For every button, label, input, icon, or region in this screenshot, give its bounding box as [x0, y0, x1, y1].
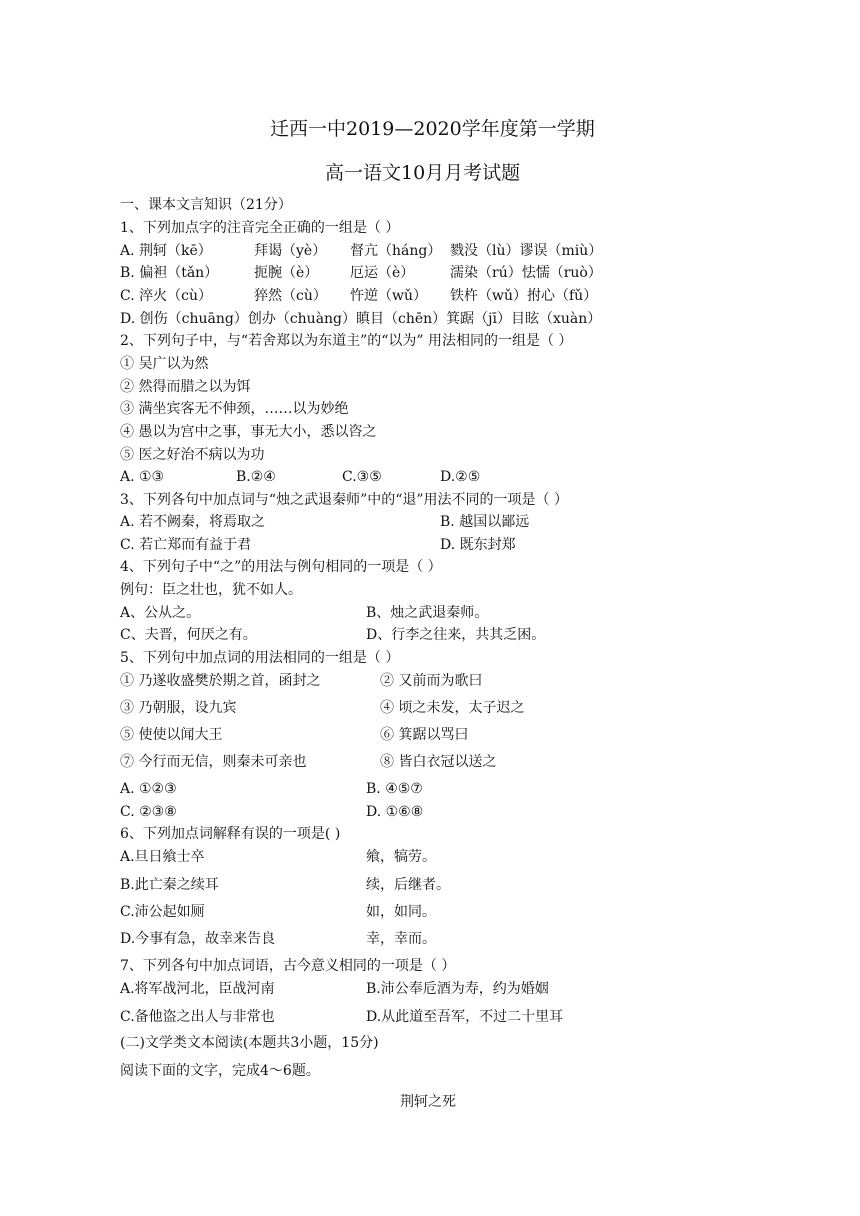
q1-option-d: D. 创伤（chuāng）创办（chuàng）瞋目（chēn）箕踞（jī）目眩（xuàn） [120, 311, 602, 327]
q3-option-c: C. 若亡郑而有益于君 [120, 537, 252, 553]
q5-option-b: B. ④⑤⑦ [366, 781, 423, 797]
q2-item-5: ⑤ 医之好治不病以为功 [120, 447, 265, 463]
q6-explanation-a: 飨，犒劳。 [366, 849, 436, 865]
q2-option-d: D.②⑤ [440, 469, 481, 485]
q5-item-2: ② 又前而为歌曰 [380, 673, 483, 689]
q5-item-8: ⑧ 皆白衣冠以送之 [380, 754, 497, 770]
q6-explanation-c: 如，如同。 [366, 904, 436, 920]
q4-option-d: D、行李之往来，共其乏困。 [366, 627, 546, 643]
section2-heading: (二)文学类文本阅读(本题共3小题，15分) [120, 1035, 379, 1051]
q3-stem: 3、下列各句中加点词与“烛之武退秦师”中的“退”用法不同的一项是（ ） [120, 492, 568, 508]
q5-stem: 5、下列句中加点词的用法相同的一组是（ ） [120, 650, 400, 666]
q5-option-a: A. ①②③ [120, 781, 177, 797]
q3-option-b: B. 越国以鄙远 [440, 514, 530, 530]
q6-option-b: B.此亡秦之续耳 [120, 877, 219, 893]
q5-item-3: ③ 乃朝服，设九宾 [120, 700, 237, 716]
q6-option-d: D.今事有急，故幸来告良 [120, 931, 276, 947]
q1-option-c-2: 猝然（cù） [254, 288, 327, 304]
q1-option-a-3: 督亢（háng） [350, 243, 442, 259]
q5-option-d: D. ①⑥⑧ [366, 804, 424, 820]
q4-stem: 4、下列句子中“之”的用法与例句相同的一项是（ ） [120, 559, 442, 575]
q7-option-c: C.备他盗之出人与非常也 [120, 1009, 275, 1025]
q4-option-a: A、公从之。 [120, 605, 201, 621]
q5-item-7: ⑦ 今行而无信，则秦未可亲也 [120, 754, 307, 770]
q7-stem: 7、下列各句中加点词语，古今意义相同的一项是（ ） [120, 958, 456, 974]
q5-item-1: ① 乃遂收盛樊於期之首，函封之 [120, 673, 321, 689]
q7-option-d: D.从此道至吾军，不过二十里耳 [366, 1009, 564, 1025]
q3-option-a: A. 若不阙秦，将焉取之 [120, 514, 266, 530]
q2-stem: 2、下列句子中，与“若舍郑以为东道主”的“以为” 用法相同的一组是（ ） [120, 333, 573, 349]
q2-option-c: C.③⑤ [342, 469, 382, 485]
q1-option-a-4: 戮没（lù）谬误（miù） [450, 243, 603, 259]
q2-item-4: ④ 愚以为宫中之事，事无大小，悉以咨之 [120, 424, 377, 440]
section1-heading: 一、课本文言知识（21分） [120, 197, 292, 213]
q5-item-5: ⑤ 使使以闻大王 [120, 727, 223, 743]
q7-option-b: B.沛公奉卮酒为寿，约为婚姻 [366, 981, 549, 997]
q6-stem: 6、下列加点词解释有误的一项是( ) [120, 826, 341, 842]
q1-option-c-3: 忤逆（wǔ） [350, 288, 427, 304]
q4-option-b: B、烛之武退秦师。 [366, 605, 489, 621]
q1-option-b-4: 濡染（rú）怯懦（ruò） [450, 265, 602, 281]
q6-explanation-b: 续，后继者。 [366, 877, 450, 893]
q1-option-b-2: 扼腕（è） [254, 265, 319, 281]
q2-option-a: A. ①③ [120, 469, 165, 485]
q1-stem: 1、下列加点字的注音完全正确的一组是（ ） [120, 220, 400, 236]
q5-option-c: C. ②③⑧ [120, 804, 177, 820]
q5-item-4: ④ 顷之未发，太子迟之 [380, 700, 525, 716]
q2-item-1: ① 吴广以为然 [120, 356, 209, 372]
q4-example: 例句：臣之壮也，犹不如人。 [120, 582, 302, 598]
exam-subtitle: 高一语文10月月考试题 [325, 162, 521, 184]
passage-title: 荆轲之死 [400, 1094, 456, 1110]
reading-instruction: 阅读下面的文字，完成4～6题。 [120, 1063, 320, 1079]
q5-item-6: ⑥ 箕踞以骂曰 [380, 727, 469, 743]
q2-item-2: ② 然得而腊之以为饵 [120, 379, 251, 395]
q6-option-a: A.旦日飨士卒 [120, 849, 205, 865]
q1-option-a-1: A. 荆轲（kē） [120, 243, 212, 259]
q1-option-a-2: 拜谒（yè） [254, 243, 327, 259]
q3-option-d: D. 既东封郑 [440, 537, 516, 553]
q2-item-3: ③ 满坐宾客无不伸颈，……以为妙绝 [120, 401, 349, 417]
exam-title: 迁西一中2019—2020学年度第一学期 [270, 118, 595, 140]
q4-option-c: C、夫晋，何厌之有。 [120, 627, 257, 643]
q1-option-b-1: B. 偏袒（tǎn） [120, 265, 219, 281]
q2-option-b: B.②④ [236, 469, 276, 485]
q1-option-c-1: C. 淬火（cù） [120, 288, 212, 304]
q6-option-c: C.沛公起如厕 [120, 904, 205, 920]
q6-explanation-d: 幸，幸而。 [366, 931, 436, 947]
q1-option-c-4: 铁杵（wǔ）拊心（fǔ） [450, 288, 598, 304]
q1-option-b-3: 厄运（è） [350, 265, 415, 281]
q7-option-a: A.将军战河北，臣战河南 [120, 981, 275, 997]
